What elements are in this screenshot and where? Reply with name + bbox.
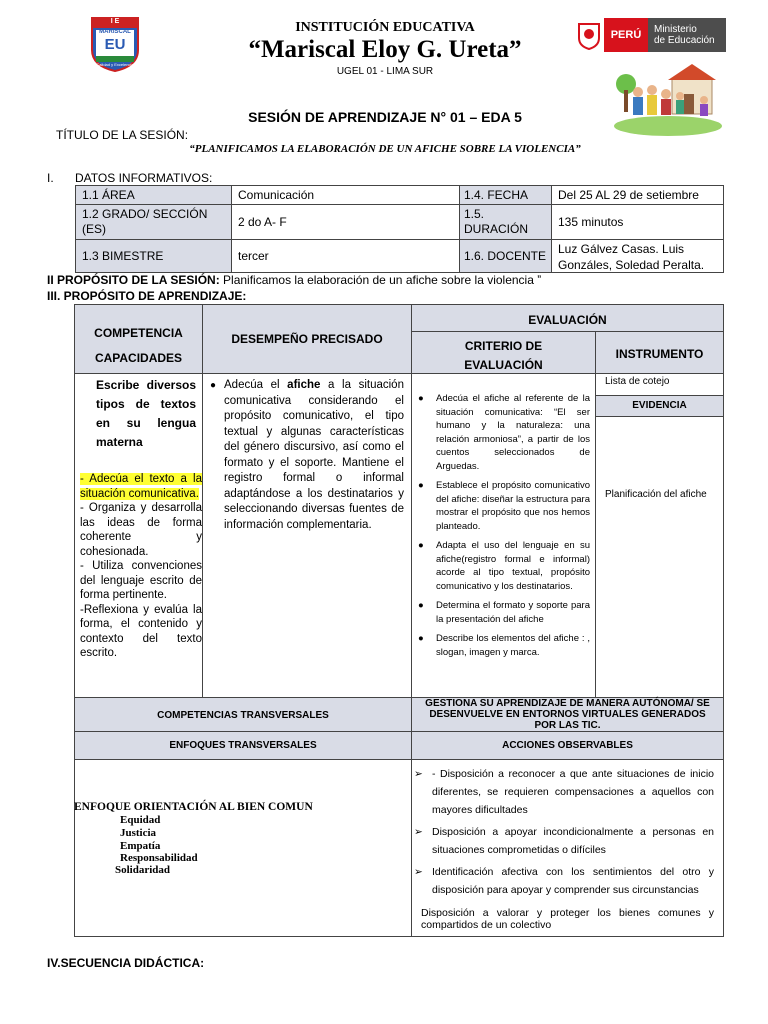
valor-item: Justicia xyxy=(120,827,157,839)
accion-item-2-text: Disposición a apoyar incondicionalmente a personas en situaciones comprometidas o difíciles xyxy=(432,826,714,856)
criterio-item-3-text: Adapta el uso del lenguaje en su afiche(registro formal e informal) acorde al tipo textual, propósito comunicativo y los destinatarios. xyxy=(436,540,590,592)
criterio-item-5 xyxy=(418,632,590,659)
duracion-value: 135 minutos xyxy=(558,215,624,229)
school-logo-top: I E xyxy=(110,18,120,25)
enfoques-label: ENFOQUES TRANSVERSALES xyxy=(169,740,317,751)
criterio-item-4 xyxy=(418,599,590,626)
comp-transversales-label: COMPETENCIAS TRANSVERSALES xyxy=(157,710,329,721)
transversal-table xyxy=(74,697,724,937)
evidencia-value: Planificación del afiche xyxy=(605,489,707,500)
bullet-icon: ● xyxy=(418,540,424,551)
acciones-label: ACCIONES OBSERVABLES xyxy=(502,740,633,751)
evidencia-cell xyxy=(595,416,724,698)
docente-label: 1.6. DOCENTE xyxy=(464,249,547,263)
arrow-bullet-icon: ➢ xyxy=(414,866,423,878)
school-name: “Mariscal Eloy G. Ureta” xyxy=(248,36,522,63)
capacidad-item-1: - Organiza y desarrolla las ideas de forma coherente y cohesionada. xyxy=(80,502,202,558)
grado-value-cell xyxy=(231,204,460,240)
competencia-header: COMPETENCIA xyxy=(94,326,183,340)
peru-shield-icon xyxy=(576,20,602,50)
session-title-text: “PLANIFICAMOS LA ELABORACIÓN DE UN AFICHE SOBRE LA VIOLENCIA” xyxy=(189,143,581,155)
section1-number: I. xyxy=(47,171,54,185)
purpose-table xyxy=(74,304,724,698)
acciones-label-cell xyxy=(411,731,724,760)
desempeno-bullet-icon: ● xyxy=(210,380,217,391)
peru-label: PERÚ xyxy=(610,29,642,41)
grado-label: 1.2 GRADO/ SECCIÓN (ES) xyxy=(82,207,208,236)
section2-label: II PROPÓSITO DE LA SESIÓN: xyxy=(47,273,220,287)
accion-item-1-text: - Disposición a reconocer a que ante situaciones de inicio diferentes, se requieren compensaciones a aquellos con mayores dificultades xyxy=(432,768,714,816)
evaluacion-header: EVALUACIÓN xyxy=(528,313,607,327)
valor-item: Empatía xyxy=(120,840,161,852)
accion-item-2 xyxy=(414,823,714,859)
valor-item: Equidad xyxy=(120,814,161,826)
accion-item-3 xyxy=(414,863,714,899)
bimestre-value: tercer xyxy=(238,249,269,263)
fecha-value-cell xyxy=(551,185,724,205)
capacidad-item-2: - Utiliza convenciones del lenguaje escrito de forma pertinente. xyxy=(80,560,202,601)
duracion-value-cell xyxy=(551,204,724,240)
evidencia-header: EVIDENCIA xyxy=(632,400,687,411)
criterio-item-2 xyxy=(418,479,590,533)
bullet-icon: ● xyxy=(418,393,424,404)
ministry-line2: de Educación xyxy=(654,35,715,46)
fecha-label-cell xyxy=(459,185,552,205)
arrow-bullet-icon: ➢ xyxy=(414,826,423,838)
criterio-header-cell xyxy=(411,331,596,374)
community-illustration xyxy=(612,60,724,136)
capacidades-list xyxy=(80,472,202,661)
competencia-header-cell xyxy=(74,304,203,374)
bimestre-label: 1.3 BIMESTRE xyxy=(82,249,164,263)
duracion-label-cell xyxy=(459,204,552,240)
arrow-bullet-icon: ➢ xyxy=(414,768,423,780)
session-title: SESIÓN DE APRENDIZAJE N° 01 – EDA 5 xyxy=(248,109,522,125)
criterio-item-1-text: Adecúa el afiche al referente de la situación comunicativa: “El ser humano y la naturaleza: una relación armoniosa”, a partir de los cuentos seleccionados de Arguedas. xyxy=(436,393,590,472)
grado-label-cell xyxy=(75,204,232,240)
enfoque-title: ENFOQUE ORIENTACIÓN AL BIEN COMUN xyxy=(74,801,313,813)
ministry-logo xyxy=(576,18,726,52)
grado-value: 2 do A- F xyxy=(238,215,287,229)
title-label: TÍTULO DE LA SESIÓN: xyxy=(56,128,189,142)
area-value-cell xyxy=(231,185,460,205)
bullet-icon: ● xyxy=(418,480,424,491)
section4-heading: IV.SECUENCIA DIDÁCTICA: xyxy=(47,956,205,970)
bullet-icon: ● xyxy=(418,600,424,611)
section1-heading: DATOS INFORMATIVOS: xyxy=(75,171,213,185)
peru-badge xyxy=(604,18,648,52)
evaluacion-header-cell xyxy=(411,304,724,332)
desempeno-header: DESEMPEÑO PRECISADO xyxy=(231,332,383,346)
criterio-header: CRITERIO DE EVALUACIÓN xyxy=(464,339,543,372)
valor-item: Responsabilidad xyxy=(120,852,198,864)
area-value: Comunicación xyxy=(238,188,315,202)
docente-value: Luz Gálvez Casas. Luis Gonzáles, Soledad Peralta. xyxy=(558,242,705,272)
capacidades-header: CAPACIDADES xyxy=(94,351,183,365)
criterio-item-3 xyxy=(418,539,590,593)
comp-transversales-value: GESTIONA SU APRENDIZAJE DE MANERA AUTÓNOMA/ SE DESENVUELVE EN ENTORNOS VIRTUALES GENERADOS POR LAS TIC. xyxy=(425,698,710,731)
datos-table xyxy=(75,185,724,273)
bimestre-value-cell xyxy=(231,239,460,273)
desempeno-text-a: Adecúa el xyxy=(224,379,288,391)
accion-item-3-text: Identificación afectiva con los sentimientos del otro y disposición para apoyar y comprender sus circunstancias xyxy=(432,866,714,896)
school-logo xyxy=(90,16,140,72)
capacidad-item-3: -Reflexiona y evalúa la forma, el contenido y contexto del texto escrito. xyxy=(80,603,202,659)
section3-heading: III. PROPÓSITO DE APRENDIZAJE: xyxy=(47,289,247,303)
bimestre-label-cell xyxy=(75,239,232,273)
evidencia-header-cell xyxy=(595,395,724,417)
comp-transversales-label-cell xyxy=(74,697,412,732)
criterio-item-2-text: Establece el propósito comunicativo del afiche: diseñar la estructura para mostrar el propósito que nos hemos planteado. xyxy=(436,480,590,532)
instrumento-header: INSTRUMENTO xyxy=(615,347,704,361)
ugel-label: UGEL 01 - LIMA SUR xyxy=(336,66,434,77)
section2-text: Planificamos la elaboración de un afiche sobre la violencia ˮ xyxy=(219,273,542,287)
fecha-value: Del 25 AL 29 de setiembre xyxy=(558,188,699,202)
desempeno-text-b: afiche xyxy=(287,379,321,391)
school-logo-initials: EU xyxy=(104,36,126,53)
docente-value-cell xyxy=(551,239,724,273)
docente-label-cell xyxy=(459,239,552,273)
desempeno-text-c: a la situación comunicativa considerando el propósito comunicativo, el tipo textual y algunas características del género discursivo, así como el formato y el soporte. Mantiene el registro formal o informal adaptándose a los destinatarios y seleccionando diversas fuentes de información complementaria. xyxy=(224,379,404,531)
desempeno-text xyxy=(224,378,404,533)
acciones-list xyxy=(414,765,714,899)
comp-transversales-value-cell xyxy=(411,697,724,732)
desempeno-header-cell xyxy=(202,304,412,374)
valor-item: Solidaridad xyxy=(115,864,171,876)
capacidad-highlight-text: - Adecúa el texto a la situación comunicativa. xyxy=(80,473,202,500)
capacidad-highlight xyxy=(80,472,202,501)
criterio-item-5-text: Describe los elementos del afiche : , slogan, imagen y marca. xyxy=(436,633,590,658)
ministry-badge xyxy=(648,18,726,52)
bullet-icon: ● xyxy=(418,633,424,644)
criterio-item-4-text: Determina el formato y soporte para la presentación del afiche xyxy=(436,600,590,625)
area-label-cell xyxy=(75,185,232,205)
instrumento-cell xyxy=(595,373,724,396)
criterios-list xyxy=(418,392,590,659)
ministry-line1: Ministerio xyxy=(654,24,697,35)
enfoques-label-cell xyxy=(74,731,412,760)
school-logo-motto: Calidad y Excelencia xyxy=(96,62,134,67)
section2-line xyxy=(47,273,541,287)
instrumento-header-cell xyxy=(595,331,724,374)
instrumento-value: Lista de cotejo xyxy=(605,376,670,387)
competencia-text: Escribe diversos tipos de textos en su lengua materna xyxy=(96,378,196,449)
duracion-label: 1.5. DURACIÓN xyxy=(464,207,529,236)
accion-final: Disposición a valorar y proteger los bienes comunes y compartidos de un colectivo xyxy=(421,907,714,931)
school-logo-name: MARISCAL xyxy=(99,29,131,35)
institution-label: INSTITUCIÓN EDUCATIVA xyxy=(295,20,475,35)
accion-item-1 xyxy=(414,765,714,819)
criterio-item-1 xyxy=(418,392,590,473)
area-label: 1.1 ÁREA xyxy=(82,188,135,202)
fecha-label: 1.4. FECHA xyxy=(464,188,529,202)
